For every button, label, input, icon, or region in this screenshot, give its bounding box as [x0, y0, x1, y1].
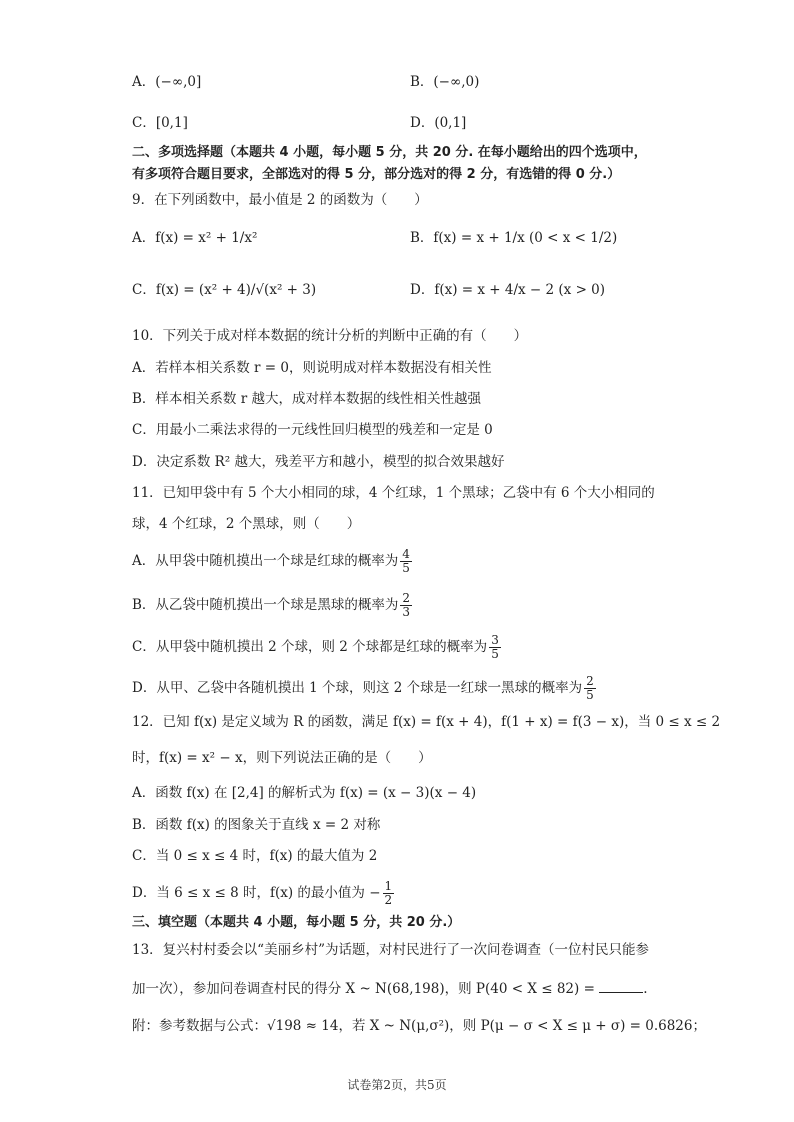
q11-option-a-text: A．从甲袋中随机摸出一个球是红球的概率为 [132, 553, 399, 569]
fraction: $\frac{3}{5}$ [491, 633, 499, 661]
q12-option-d-text: D．当 6 ≤ x ≤ 8 时，f(x) 的最小值为 − [132, 885, 381, 901]
q12-option-b: B．函数 f(x) 的图象关于直线 x = 2 对称 [132, 817, 381, 833]
q8-option-b: B．(−∞,0) [410, 74, 480, 90]
page-footer: 试卷第2页，共5页 [347, 1078, 447, 1092]
q11-option-a [132, 548, 414, 575]
q12-option-d [132, 880, 396, 907]
q8-option-a: A．(−∞,0] [132, 74, 202, 90]
fraction: $\frac{1}{2}$ [384, 879, 393, 907]
q11-option-d-text: D．从甲、乙袋中各随机摸出 1 个球，则这 2 个球是一红球一黑球的概率为 [132, 680, 583, 696]
q13-line2-text: 加一次），参加问卷调查村民的得分 X ~ N(68,198)，则 P(40 < X ≤ 82) = [132, 981, 595, 997]
fraction: $\frac{2}{3}$ [402, 591, 411, 619]
q10-option-b: B．样本相关系数 r 越大，成对样本数据的线性相关性越强 [132, 391, 481, 407]
q9-option-a: A．f(x) = x² + 1/x² [132, 230, 258, 246]
q13-line2 [132, 978, 648, 999]
q13-line2-end: . [643, 981, 648, 997]
q12-stem-line1: 12．已知 f(x) 是定义域为 R 的函数，满足 f(x) = f(x + 4)，f(1 + x) = f(3 − x)，当 0 ≤ x ≤ 2 [132, 714, 721, 730]
fraction: $\frac{2}{5}$ [586, 674, 594, 702]
section2-heading-line2: 有多项符合题目要求，全部选对的得 5 分，部分选对的得 2 分，有选错的得 0 分.） [132, 167, 621, 182]
q10-stem: 10．下列关于成对样本数据的统计分析的判断中正确的有（ ） [132, 328, 528, 344]
q9-option-d: D．f(x) = x + 4/x − 2 (x > 0) [410, 282, 606, 298]
fraction: $\frac{4}{5}$ [402, 547, 410, 575]
q10-option-a: A．若样本相关系数 r = 0，则说明成对样本数据没有相关性 [132, 360, 492, 376]
q13-line1: 13．复兴村村委会以“美丽乡村”为话题，对村民进行了一次问卷调查（一位村民只能参 [132, 942, 649, 958]
q11-stem-line1: 11．已知甲袋中有 5 个大小相同的球，4 个红球，1 个黑球；乙袋中有 6 个大小相同的 [132, 485, 655, 501]
q11-option-d [132, 675, 598, 702]
section2-heading-line1: 二、多项选择题（本题共 4 小题，每小题 5 分，共 20 分. 在每小题给出的四个选项中， [132, 145, 647, 160]
q10-option-d: D．决定系数 R² 越大，残差平方和越小，模型的拟合效果越好 [132, 454, 505, 470]
q12-stem-line2: 时，f(x) = x² − x，则下列说法正确的是（ ） [132, 750, 432, 766]
q12-option-a: A．函数 f(x) 在 [2,4] 的解析式为 f(x) = (x − 3)(x − 4) [132, 785, 477, 801]
q11-stem-line2: 球，4 个红球，2 个黑球，则（ ） [132, 516, 361, 532]
q9-option-b: B．f(x) = x + 1/x (0 < x < 1/2) [410, 230, 618, 246]
q11-option-b [132, 592, 414, 619]
q11-option-b-text: B．从乙袋中随机摸出一个球是黑球的概率为 [132, 597, 399, 613]
q13-line3: 附：参考数据与公式：√198 ≈ 14，若 X ~ N(μ,σ²)，则 P(μ − σ < X ≤ μ + σ) = 0.6826； [132, 1018, 706, 1034]
q9-stem: 9．在下列函数中，最小值是 2 的函数为（ ） [132, 192, 428, 208]
q8-option-d: D．(0,1] [410, 115, 467, 131]
q10-option-c: C．用最小二乘法求得的一元线性回归模型的残差和一定是 0 [132, 422, 493, 438]
q8-option-c: C．[0,1] [132, 115, 188, 131]
answer-blank[interactable] [599, 978, 643, 993]
q9-option-c: C．f(x) = (x² + 4)/√(x² + 3) [132, 282, 317, 298]
q11-option-c [132, 634, 503, 661]
q11-option-c-text: C．从甲袋中随机摸出 2 个球，则 2 个球都是红球的概率为 [132, 639, 488, 655]
q12-option-c: C．当 0 ≤ x ≤ 4 时，f(x) 的最大值为 2 [132, 848, 378, 864]
section3-heading: 三、填空题（本题共 4 小题，每小题 5 分，共 20 分.） [132, 915, 461, 930]
